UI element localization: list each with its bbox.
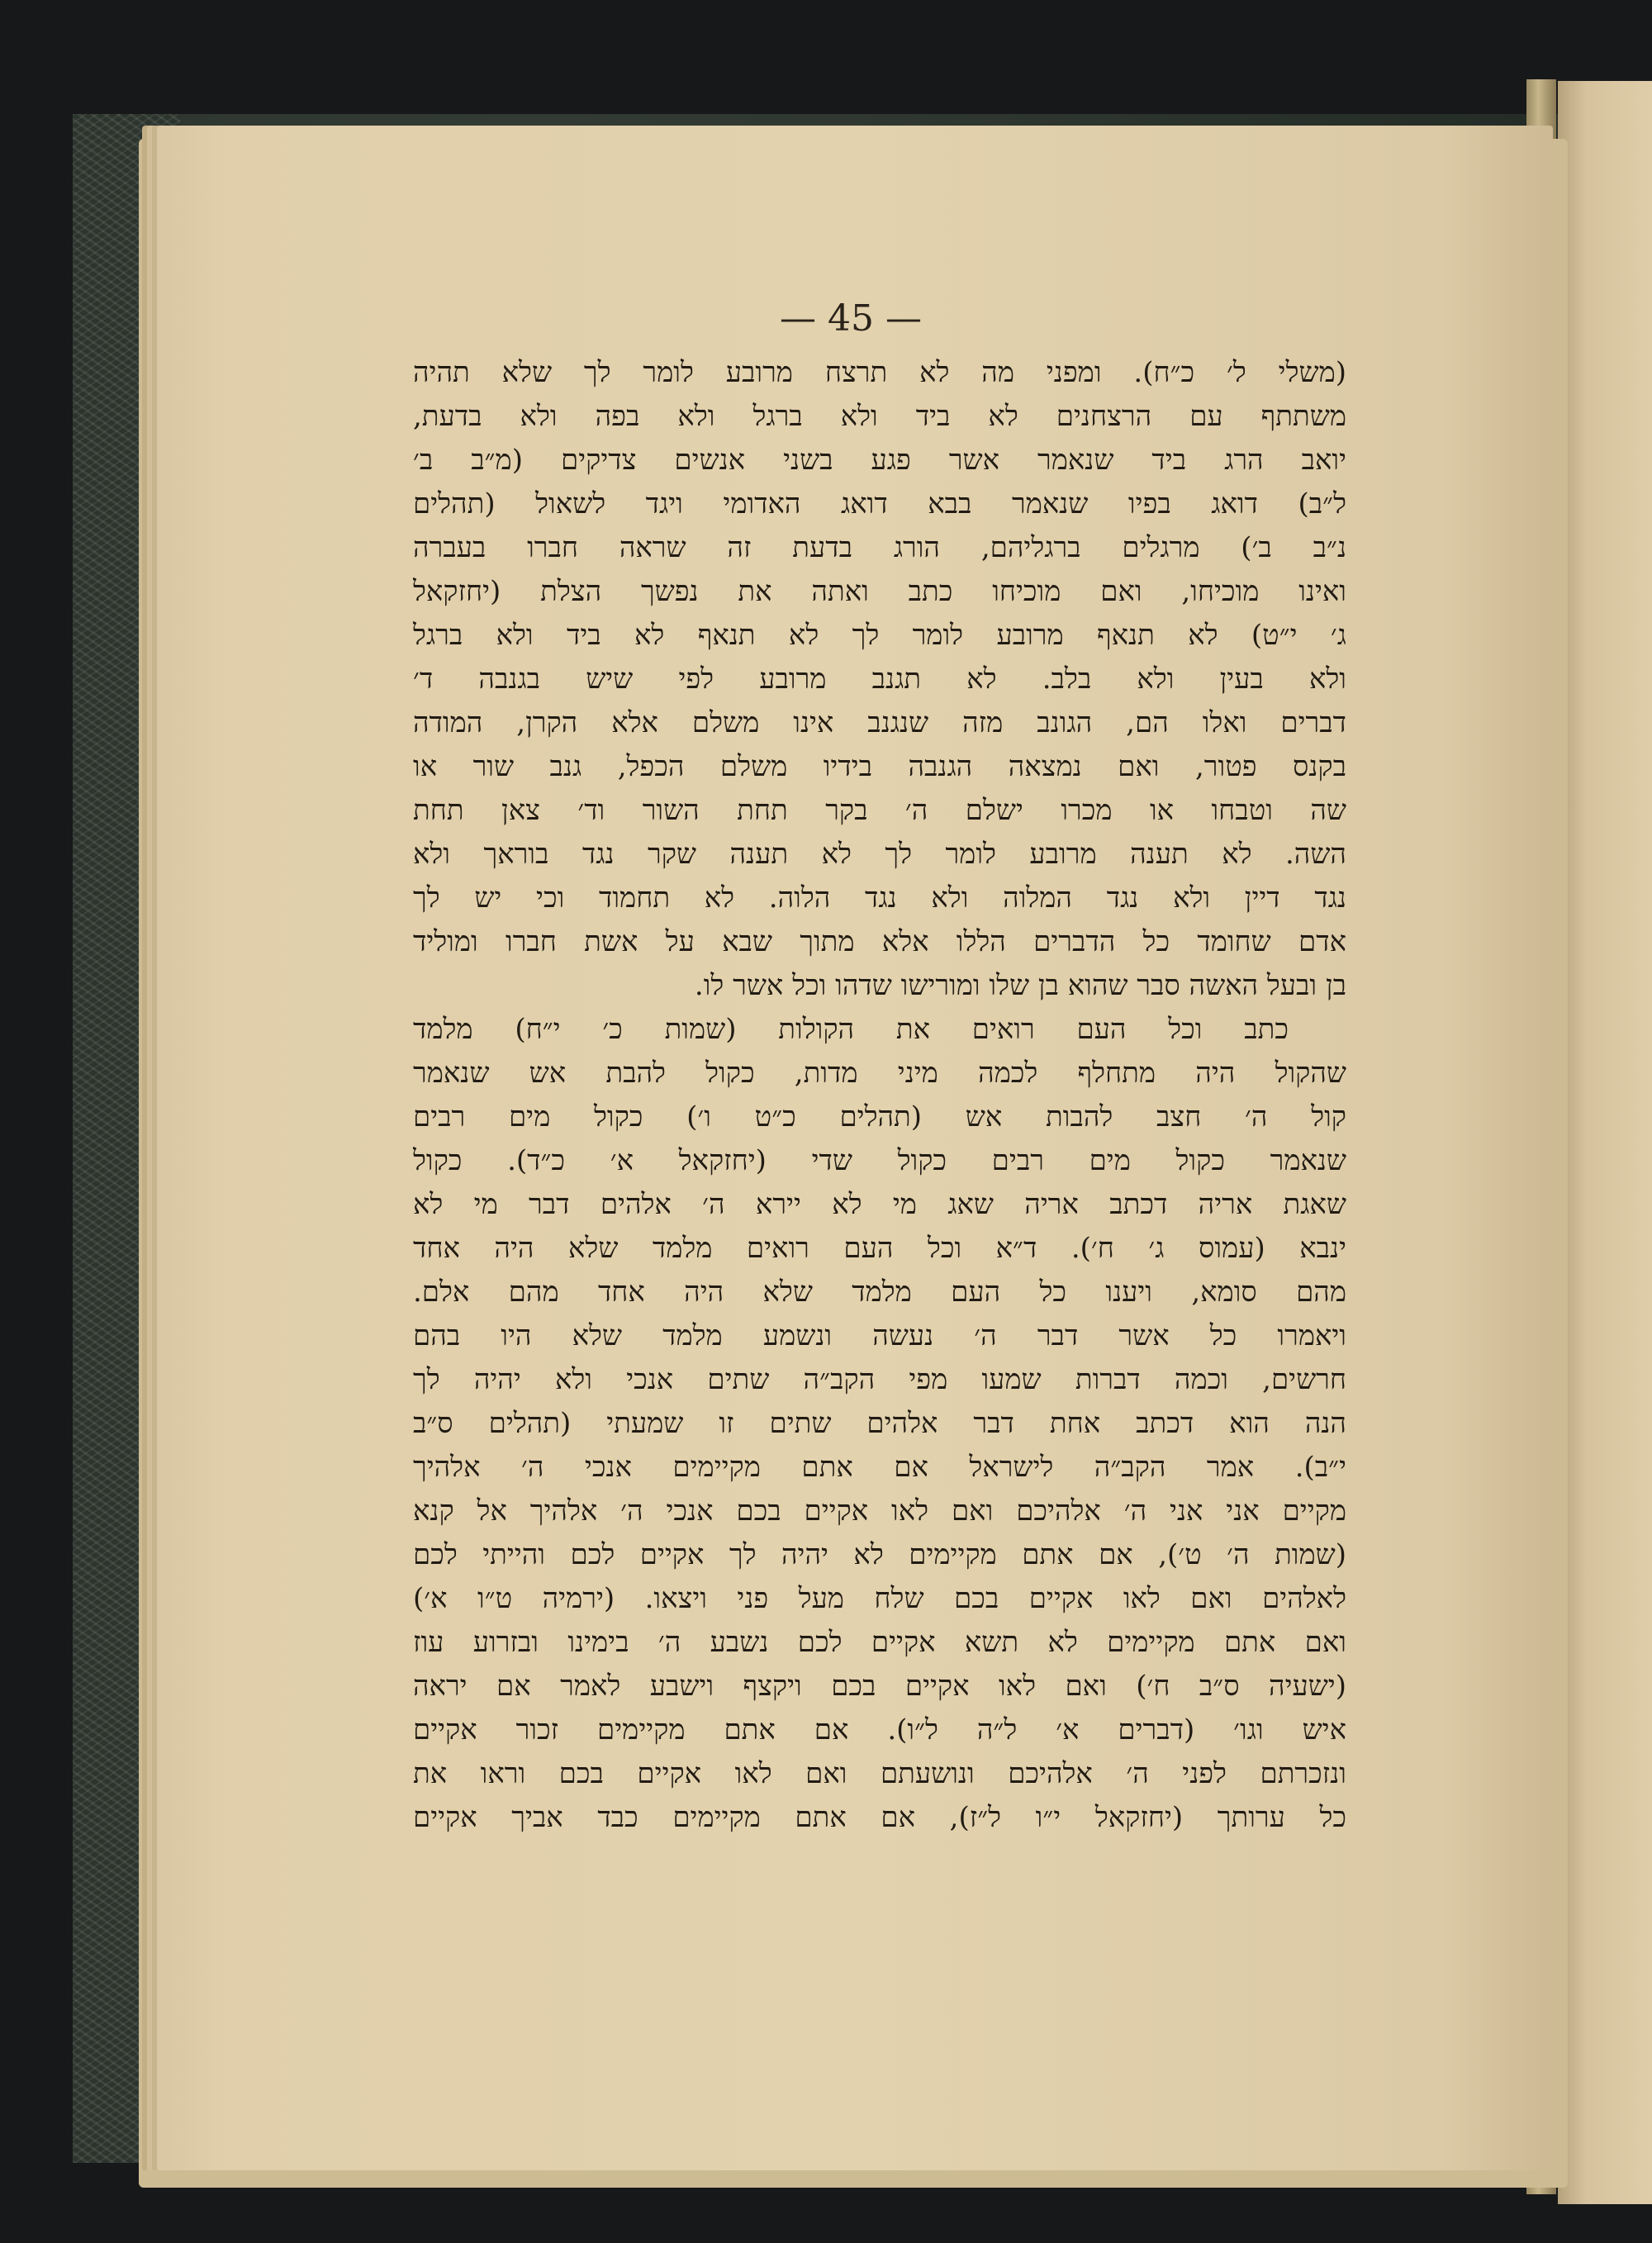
text-line: לאלהים ואם לאו אקיים בכם שלח מעל פני ויצאו. (ירמיה ט״ו א׳) — [413, 1582, 1346, 1615]
text-line: שהקול היה מתחלף לכמה מיני מדות, כקול להבת אש שנאמר — [413, 1057, 1346, 1090]
text-line: נ״ב ב׳) מרגלים ברגליהם, הורג בדעת זה שראה חברו בעברה — [413, 531, 1346, 564]
page-body-text — [413, 351, 1346, 1840]
text-line: ל״ב) דואג בפיו שנאמר בבא דואג האדומי ויגד לשאול (תהלים — [413, 487, 1346, 520]
text-line: (משלי ל׳ כ״ח). ומפני מה לא תרצח מרובע לומר לך שלא תהיה — [413, 356, 1346, 389]
text-line: חרשים, וכמה דברות שמעו מפי הקב״ה שתים אנכי ולא יהיה לך — [413, 1363, 1346, 1396]
text-line: ונזכרתם לפני ה׳ אלהיכם ונושעתם ואם לאו אקיים בכם וראו את — [413, 1757, 1346, 1790]
text-line: (שמות ה׳ ט׳), אם אתם מקיימים לא יהיה לך אקיים לכם והייתי לכם — [413, 1538, 1346, 1571]
text-line: השה. לא תענה מרובע לומר לך לא תענה שקר נגד בוראך ולא — [413, 838, 1346, 871]
text-line: מהם סומא, ויענו כל העם מלמד שלא היה אחד מהם אלם. — [413, 1276, 1346, 1309]
text-line: יואב הרג ביד שנאמר אשר פגע בשני אנשים צדיקים (מ״ב ב׳ — [413, 444, 1346, 477]
text-line: שנאמר כקול מים רבים כקול שדי (יחזקאל א׳ כ״ד). כקול — [413, 1144, 1346, 1177]
text-line: אדם שחומד כל הדברים הללו אלא מתוך שבא על אשת חברו ומוליד — [413, 925, 1346, 958]
text-line: (ישעיה ס״ב ח׳) ואם לאו אקיים בכם ויקצף וישבע לאמר אם יראה — [413, 1670, 1346, 1703]
text-line: דברים ואלו הם, הגונב מזה שנגנב אינו משלם אלא הקרן, המודה — [413, 706, 1346, 739]
text-line: ולא בעין ולא בלב. לא תגנב מרובע לפי שיש בגנבה ד׳ — [413, 663, 1346, 696]
text-line: ינבא (עמוס ג׳ ח׳). ד״א וכל העם רואים מלמד שלא היה אחד — [413, 1232, 1346, 1265]
text-line: ג׳ י״ט) לא תנאף מרובע לומר לך לא תנאף לא ביד ולא ברגל — [413, 619, 1346, 652]
text-line: ואם אתם מקיימים לא תשא אקיים לכם נשבע ה׳ בימינו ובזרוע עוז — [413, 1626, 1346, 1659]
text-line: י״ב). אמר הקב״ה לישראל אם אתם מקיימים אנכי ה׳ אלהיך — [413, 1451, 1346, 1484]
text-line: כתב וכל העם רואים את הקולות (שמות כ׳ י״ח) מלמד — [413, 1013, 1289, 1046]
text-line: בן ובעל האשה סבר שהוא בן שלו ומורישו שדהו וכל אשר לו. — [694, 969, 1346, 1002]
text-line: קול ה׳ חצב להבות אש (תהלים כ״ט ו׳) כקול מים רבים — [413, 1100, 1346, 1133]
text-line: מקיים אני אני ה׳ אלהיכם ואם לאו אקיים בכם אנכי ה׳ אלהיך אל קנא — [413, 1495, 1346, 1528]
text-line: כל ערותך (יחזקאל י״ו ל״ז), אם אתם מקיימים כבד אביך אקיים — [413, 1801, 1346, 1834]
text-line: משתתף עם הרצחנים לא ביד ולא ברגל ולא בפה ולא בדעת, — [413, 400, 1346, 433]
facing-page-edge — [1558, 81, 1652, 2204]
page-number: — 45 — — [780, 297, 922, 340]
text-line: ויאמרו כל אשר דבר ה׳ נעשה ונשמע מלמד שלא היו בהם — [413, 1319, 1346, 1352]
text-line: שאגת אריה דכתב אריה שאג מי לא יירא ה׳ אלהים דבר מי לא — [413, 1188, 1346, 1221]
text-line: הנה הוא דכתב אחת דבר אלהים שתים זו שמעתי (תהלים ס״ב — [413, 1407, 1346, 1440]
text-line: בקנס פטור, ואם נמצאה הגנבה בידיו משלם הכפל, גנב שור או — [413, 750, 1346, 783]
text-line: נגד דיין ולא נגד המלוה ולא נגד הלוה. לא תחמוד וכי יש לך — [413, 882, 1346, 915]
text-line: שה וטבחו או מכרו ישלם ה׳ בקר תחת השור וד׳ צאן תחת — [413, 794, 1346, 827]
text-line: איש וגו׳ (דברים א׳ ל״ה ל״ו). אם אתם מקיימים זכור אקיים — [413, 1713, 1346, 1746]
text-line: ואינו מוכיחו, ואם מוכיחו כתב ואתה את נפשך הצלת (יחזקאל — [413, 575, 1346, 608]
